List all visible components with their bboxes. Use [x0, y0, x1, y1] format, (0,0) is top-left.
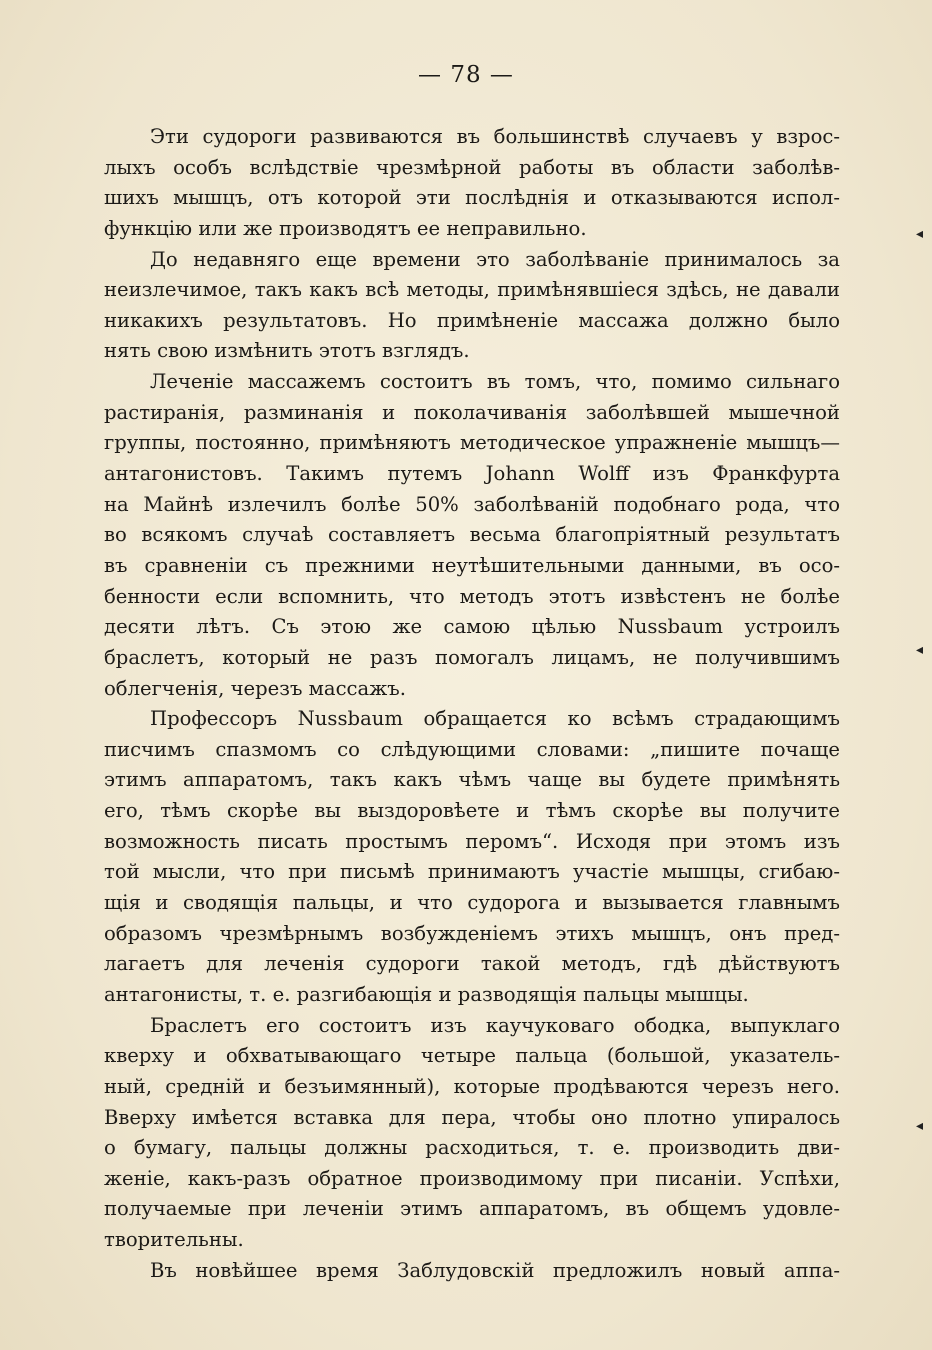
text-line: возможность писать простымъ перомъ“. Исходя при этомъ изъ: [104, 829, 840, 853]
text-line: Вверху имѣется вставка для пера, чтобы оно плотно упиралось: [104, 1105, 840, 1129]
text-line: о бумагу, пальцы должны расходиться, т. е. производить дви-: [104, 1136, 840, 1160]
text-line: группы, постоянно, примѣняютъ методическое упражненіе мышцъ—: [104, 431, 840, 455]
text-line: никакихъ результатовъ. Но примѣненіе массажа должно было: [104, 308, 840, 332]
margin-mark-icon: ◂: [916, 642, 924, 658]
text-line: ный, средній и безъимянный), которые продѣваются черезъ него.: [104, 1074, 840, 1098]
text-line: шихъ мышцъ, отъ которой эти послѣднія и отказываются испол-: [104, 186, 840, 210]
text-line: Браслетъ его состоитъ изъ каучуковаго ободка, выпуклаго: [150, 1013, 840, 1037]
text-line: щія и сводящія пальцы, и что судорога и вызывается главнымъ: [104, 891, 840, 915]
text-line: функцію или же производятъ ее неправильно.: [104, 216, 587, 240]
text-line: Въ новѣйшее время Заблудовскій предложилъ новый аппа-: [150, 1258, 840, 1282]
text-line: бенности если вспомнить, что методъ этотъ извѣстенъ не болѣе: [104, 584, 840, 608]
margin-mark-icon: ◂: [916, 1118, 924, 1134]
text-line: той мысли, что при письмѣ принимаютъ участіе мышцы, сгибаю-: [104, 860, 840, 884]
text-line: этимъ аппаратомъ, такъ какъ чѣмъ чаще вы будете примѣнять: [104, 768, 840, 792]
text-line: на Майнѣ излечилъ болѣе 50% заболѣваній подобнаго рода, что: [104, 492, 840, 516]
text-line: неизлечимое, такъ какъ всѣ методы, примѣнявшіеся здѣсь, не давали: [104, 278, 840, 302]
text-line: облегченія, черезъ массажъ.: [104, 676, 406, 700]
text-line: Леченіе массажемъ состоитъ въ томъ, что, помимо сильнаго: [150, 370, 840, 394]
text-line: До недавняго еще времени это заболѣваніе принималось за: [150, 247, 840, 271]
text-line: его, тѣмъ скорѣе вы выздоровѣете и тѣмъ скорѣе вы получите: [104, 799, 840, 823]
text-line: во всякомъ случаѣ составляетъ весьма благопріятный результатъ: [104, 523, 840, 547]
text-line: лыхъ особъ вслѣдствіе чрезмѣрной работы въ области заболѣв-: [104, 155, 840, 179]
text-line: кверху и обхватывающаго четыре пальца (большой, указатель-: [104, 1044, 840, 1068]
text-line: образомъ чрезмѣрнымъ возбужденіемъ этихъ мышцъ, онъ пред-: [104, 921, 840, 945]
text-line: Профессоръ Nussbaum обращается ко всѣмъ страдающимъ: [150, 707, 840, 731]
text-line: десяти лѣтъ. Съ этою же самою цѣлью Nussbaum устроилъ: [104, 615, 840, 639]
text-line: растиранія, разминанія и поколачиванія заболѣвшей мышечной: [104, 400, 840, 424]
text-line: въ сравненіи съ прежними неутѣшительными данными, въ осо-: [104, 553, 840, 577]
text-line: Эти судороги развиваются въ большинствѣ случаевъ у взрос-: [150, 125, 840, 148]
text-line: нять свою измѣнить этотъ взглядъ.: [104, 339, 470, 363]
body-text: [104, 122, 840, 1286]
page-number: — 78 —: [418, 62, 514, 88]
margin-mark-icon: ◂: [916, 226, 924, 242]
text-line: браслетъ, который не разъ помогалъ лицамъ, не получившимъ: [104, 645, 840, 669]
text-line: писчимъ спазмомъ со слѣдующими словами: „пишите почаще: [104, 737, 840, 761]
text-line: антагонистовъ. Такимъ путемъ Johann Wolff изъ Франкфурта: [104, 462, 840, 486]
text-line: получаемые при леченіи этимъ аппаратомъ, въ общемъ удовле-: [104, 1197, 840, 1221]
text-line: лагаетъ для леченія судороги такой методъ, гдѣ дѣйствуютъ: [104, 952, 840, 976]
text-line: женіе, какъ-разъ обратное производимому при писаніи. Успѣхи,: [104, 1166, 840, 1190]
text-line: антагонисты, т. е. разгибающія и разводящія пальцы мышцы.: [104, 982, 749, 1006]
text-line: творительны.: [104, 1228, 244, 1252]
